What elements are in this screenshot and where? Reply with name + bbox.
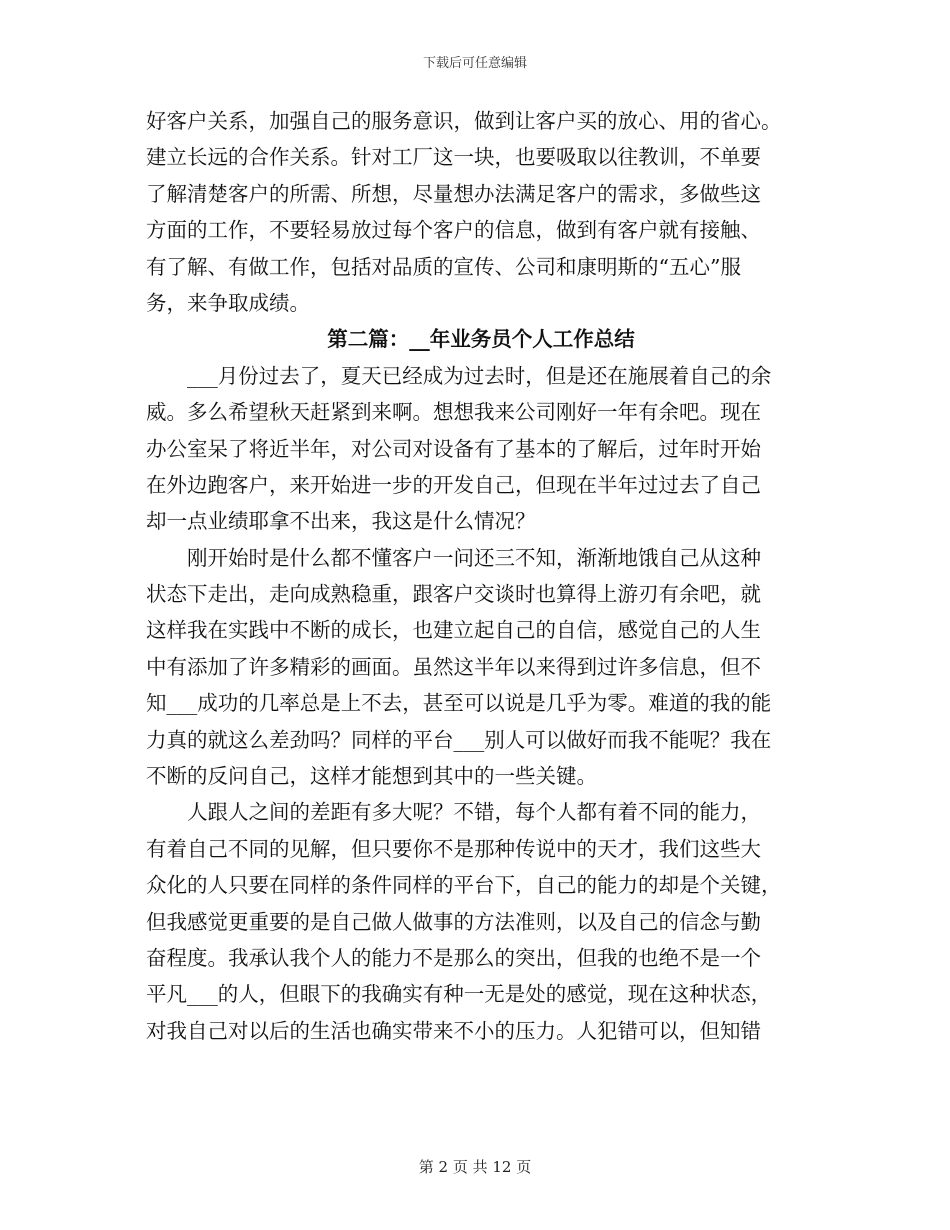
text-line: 威。多么希望秋天赶紧到来啊。想想我来公司刚好一年有余吧。现在 (146, 400, 761, 425)
text-line: 状态下走出，走向成熟稳重，跟客户交谈时也算得上游刃有余吧，就 (146, 582, 761, 607)
text-line: 但我感觉更重要的是自己做人做事的方法准则，以及自己的信念与勤 (146, 909, 761, 934)
text-line: 有着自己不同的见解，但只要你不是那种传说中的天才，我们这些大 (146, 836, 761, 861)
section-heading: 第二篇：__年业务员个人工作总结 (327, 327, 635, 352)
text-line: 刚开始时是什么都不懂客户一问还三不知，渐渐地饿自己从这种 (187, 545, 761, 570)
page-footer: 第 2 页 共 12 页 (418, 1158, 532, 1176)
paragraph-2 (146, 540, 816, 795)
text-line: ___月份过去了，夏天已经成为过去时，但是还在施展着自己的余 (187, 363, 772, 388)
text-line: 办公室呆了将近半年，对公司对设备有了基本的了解后，过年时开始 (146, 436, 761, 461)
document-body (146, 103, 816, 1049)
text-line: 对我自己对以后的生活也确实带来不小的压力。人犯错可以，但知错 (146, 1018, 761, 1043)
text-line: 方面的工作，不要轻易放过每个客户的信息，做到有客户就有接触、 (146, 218, 761, 243)
text-line: 有了解、有做工作，包括对品质的宣传、公司和康明斯的“五心”服 (146, 254, 741, 279)
text-line: 建立长远的合作关系。针对工厂这一块，也要吸取以往教训，不单要 (146, 145, 761, 170)
text-line: 却一点业绩耶拿不出来，我这是什么情况？ (146, 509, 536, 534)
text-line: 力真的就这么差劲吗？同样的平台___别人可以做好而我不能呢？我在 (146, 727, 772, 752)
text-line: 人跟人之间的差距有多大呢？不错，每个人都有着不同的能力， (187, 800, 761, 825)
text-line: 平凡___的人，但眼下的我确实有种一无是处的感觉，现在这种状态， (146, 982, 772, 1007)
text-line: 这样我在实践中不断的成长，也建立起自己的自信，感觉自己的人生 (146, 618, 761, 643)
text-line: 中有添加了许多精彩的画面。虽然这半年以来得到过许多信息，但不 (146, 654, 761, 679)
page-header: 下载后可任意编辑 (422, 56, 527, 71)
paragraph-3 (146, 794, 816, 1049)
paragraph-1 (146, 358, 816, 540)
text-line: 众化的人只要在同样的条件同样的平台下，自己的能力的却是个关键， (146, 873, 782, 898)
text-line: 务，来争取成绩。 (146, 290, 310, 315)
text-line: 不断的反问自己，这样才能想到其中的一些关键。 (146, 764, 597, 789)
text-line: 了解清楚客户的所需、所想，尽量想办法满足客户的需求，多做些这 (146, 181, 761, 206)
text-line: 在外边跑客户，来开始进一步的开发自己，但现在半年过过去了自己 (146, 472, 761, 497)
text-line: 知___成功的几率总是上不去，甚至可以说是几乎为零。难道的我的能 (146, 691, 772, 716)
text-line: 好客户关系，加强自己的服务意识，做到让客户买的放心、用的省心。 (146, 109, 782, 133)
text-line: 奋程度。我承认我个人的能力不是那么的突出，但我的也绝不是一个 (146, 945, 761, 970)
intro-block (146, 103, 816, 321)
